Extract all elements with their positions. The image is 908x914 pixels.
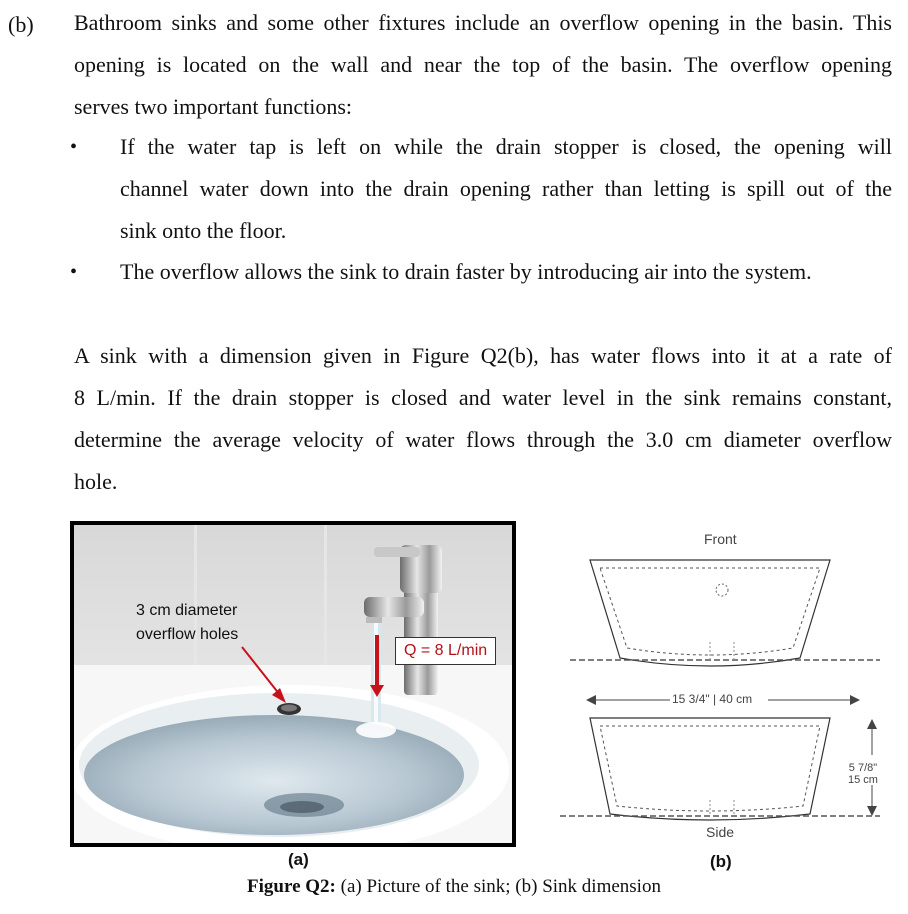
intro-line: Bathroom sinks and some other fixtures include an overflow opening in the basin. This [74, 10, 892, 35]
bullet-line: The overflow allows the sink to drain faster by introducing air into the system. [120, 259, 812, 284]
bullet-dot: • [70, 136, 78, 158]
caption-label: Figure Q2: [247, 876, 336, 897]
sink-photo [70, 521, 516, 847]
overflow-label-line: 3 cm diameter [136, 602, 238, 619]
caption-text: (a) Picture of the sink; (b) Sink dimension [335, 876, 661, 897]
question-line: A sink with a dimension given in Figure Q2(b), has water flows into it at a rate of [74, 343, 892, 368]
intro-line: serves two important functions: [74, 94, 353, 119]
overflow-label [136, 599, 238, 647]
bullet-item [120, 251, 892, 293]
sink-dimension-diagram [560, 520, 900, 850]
sink-photo-illustration [74, 525, 512, 843]
bullet-line: If the water tap is left on while the drain stopper is closed, the opening will [120, 134, 892, 159]
front-overflow-hole [716, 584, 728, 596]
question-line: 8 L/min. If the drain stopper is closed and water level in the sink remains constant, [74, 385, 892, 410]
side-basin-inner [600, 726, 820, 811]
bullet-line: channel water down into the drain opening rather than letting is spill out of the [120, 176, 892, 201]
question-paragraph [74, 335, 892, 503]
overflow-label-line: overflow holes [136, 626, 239, 643]
height-label [848, 762, 878, 786]
figure-caption [0, 876, 908, 898]
question-line: hole. [74, 469, 118, 494]
bullet-item [120, 126, 892, 252]
subfigure-b-label: (b) [710, 852, 732, 871]
intro-line: opening is located on the wall and near the top of the basin. The overflow opening [74, 52, 892, 77]
question-line: determine the average velocity of water flows through the 3.0 cm diameter overflow [74, 427, 892, 452]
width-label: 15 3/4" | 40 cm [672, 692, 753, 706]
part-label: (b) [8, 12, 34, 37]
height-label-line: 15 cm [848, 774, 878, 786]
bullet-line: sink onto the floor. [120, 218, 287, 243]
front-basin-inner [600, 568, 820, 655]
bullet-dot: • [70, 261, 78, 283]
height-label-line: 5 7/8" [848, 762, 878, 774]
side-label: Side [706, 824, 735, 840]
intro-paragraph [74, 2, 892, 128]
subfigure-a-label: (a) [288, 850, 309, 869]
flow-rate-label: Q = 8 L/min [395, 637, 496, 665]
front-label: Front [704, 531, 737, 547]
